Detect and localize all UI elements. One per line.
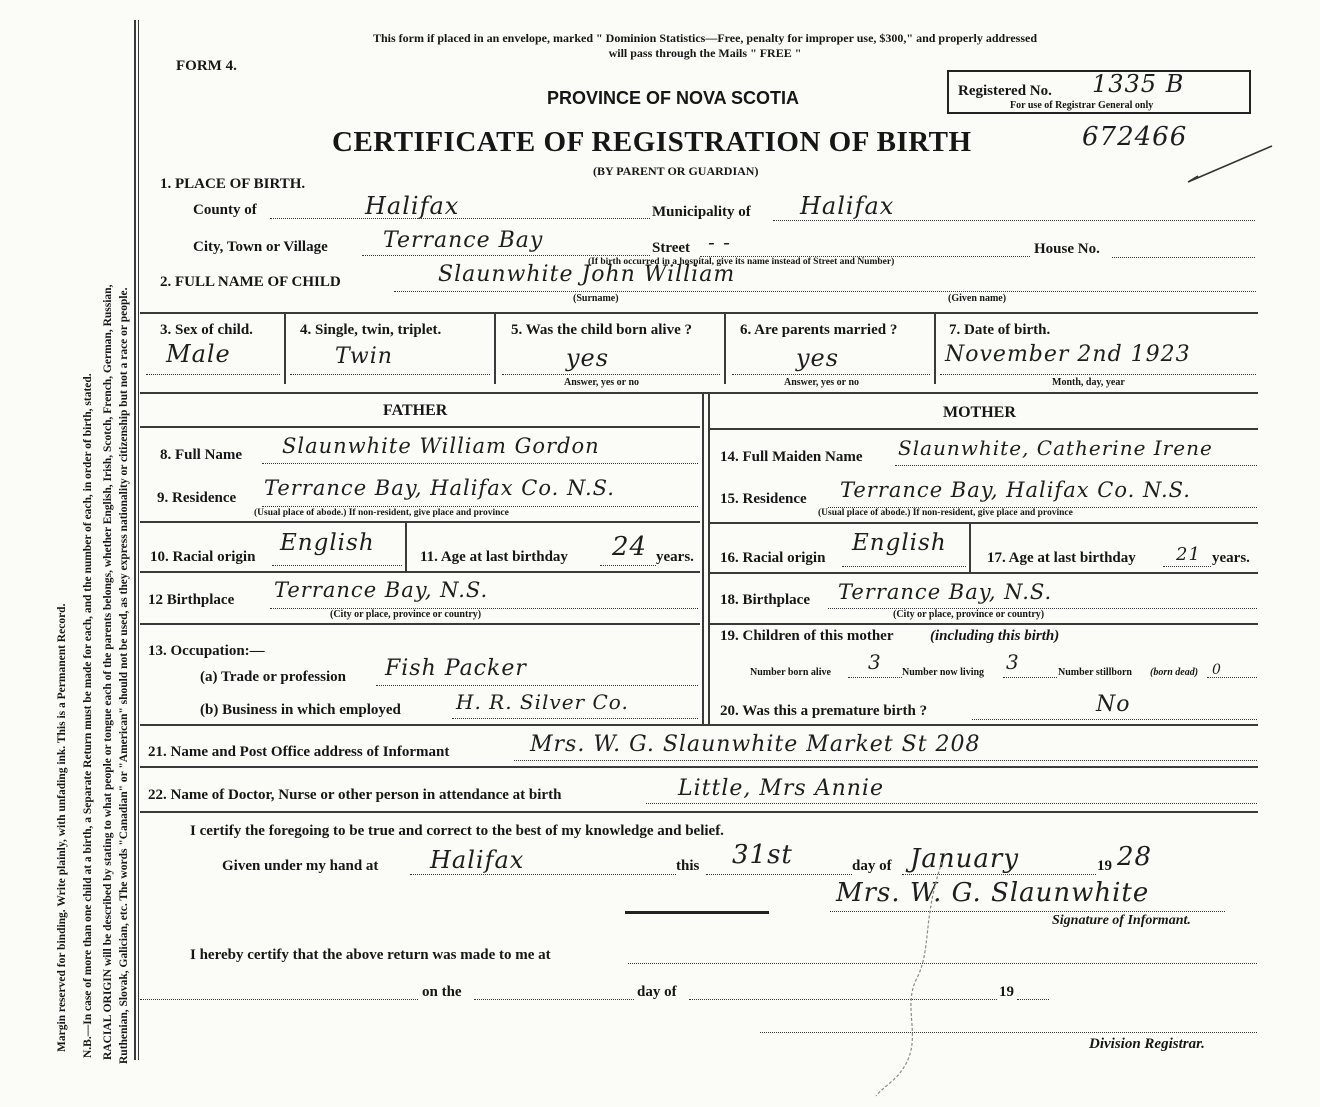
father-racial-divider	[405, 523, 407, 571]
alive-note: Answer, yes or no	[564, 377, 640, 388]
informant-signature-label: Signature of Informant.	[1052, 913, 1191, 928]
registrar-note: For use of Registrar General only	[1010, 100, 1154, 111]
father-heading: FATHER	[383, 402, 448, 419]
informant-value: Mrs. W. G. Slaunwhite Market St 208	[530, 732, 981, 757]
father-racial-value: English	[280, 530, 375, 556]
municipality-value: Halifax	[800, 192, 895, 220]
married-line	[732, 374, 930, 375]
certificate-subtitle: (BY PARENT OR GUARDIAN)	[593, 164, 759, 178]
born-alive-value: 3	[868, 650, 882, 674]
attendant-label: 22. Name of Doctor, Nurse or other person in attendance at birth	[148, 787, 562, 803]
side-note-racial-origin: RACIAL ORIGIN will be described by stating to what people or tongue each of the parents belongs, whether English, Irish, Scotch, French, German, Russian,	[102, 284, 114, 1060]
mother-name-value: Slaunwhite, Catherine Irene	[898, 436, 1213, 460]
municipality-line	[773, 220, 1255, 221]
sex-value: Male	[166, 340, 231, 368]
year-value: 28	[1117, 842, 1153, 872]
trade-label: (a) Trade or profession	[200, 669, 346, 685]
city-label: City, Town or Village	[193, 239, 328, 255]
stamp-number: 672466	[1082, 122, 1188, 152]
sex-line	[146, 374, 280, 375]
now-living-line	[1003, 677, 1057, 678]
row3-divider-1	[284, 314, 286, 384]
division-registrar-label: Division Registrar.	[1089, 1036, 1205, 1052]
father-name-line	[262, 463, 698, 464]
street-value: - -	[708, 230, 731, 254]
father-birthplace-value: Terrance Bay, N.S.	[274, 578, 489, 602]
dob-value: November 2nd 1923	[945, 342, 1191, 367]
sex-label: 3. Sex of child.	[160, 322, 253, 338]
binding-margin-line-2	[138, 20, 139, 1060]
father-birthplace-label: 12 Birthplace	[148, 592, 235, 608]
certify-top-border	[140, 811, 1258, 813]
mother-rule-1	[710, 522, 1258, 524]
child-name-label: 2. FULL NAME OF CHILD	[160, 274, 341, 290]
plurality-line	[290, 374, 490, 375]
day-line	[706, 874, 852, 875]
given-place-value: Halifax	[430, 846, 525, 874]
father-name-value: Slaunwhite William Gordon	[282, 434, 600, 458]
registrar-year-prefix: 19	[999, 984, 1014, 1000]
year-prefix: 19	[1097, 858, 1112, 874]
registrar-statement: I hereby certify that the above return was made to me at	[190, 947, 551, 963]
form-number: FORM 4.	[176, 58, 237, 74]
dob-note: Month, day, year	[1052, 377, 1125, 388]
county-value: Halifax	[365, 192, 460, 220]
born-alive-line	[848, 677, 902, 678]
alive-label: 5. Was the child born alive ?	[511, 322, 692, 338]
child-name-line	[394, 291, 1256, 292]
mother-age-value: 21	[1176, 544, 1201, 565]
row3-top-border	[140, 312, 1258, 314]
day-value: 31st	[732, 840, 793, 870]
trade-line	[376, 685, 698, 686]
attendant-line	[646, 803, 1257, 804]
father-residence-note: (Usual place of abode.) If non-resident, give place and province	[254, 508, 509, 518]
registrar-day-of: day of	[637, 984, 677, 1000]
father-age-value: 24	[612, 532, 648, 562]
side-note-racial-origin-cont: Ruthenian, Slovak, Galician, etc. The words "Canadian" or "American" should not be used, as they express nationality or citizenship but not a race or people.	[118, 287, 130, 1064]
mother-children-label: 19. Children of this mother	[720, 628, 894, 644]
father-racial-line	[272, 565, 402, 566]
stillborn-note: (born dead)	[1150, 667, 1199, 678]
parents-top-border	[140, 392, 1258, 394]
row3-divider-3	[724, 314, 726, 384]
mother-heading: MOTHER	[943, 404, 1016, 421]
registrar-on-the: on the	[422, 984, 462, 1000]
now-living-label: Number now living	[902, 667, 985, 678]
registrar-date-line-1	[140, 999, 418, 1000]
paper-crease	[872, 860, 952, 1100]
stillborn-label: Number stillborn	[1058, 667, 1132, 678]
father-name-label: 8. Full Name	[160, 447, 243, 463]
alive-line	[502, 374, 720, 375]
mother-birthplace-label: 18. Birthplace	[720, 592, 810, 608]
mother-racial-divider	[969, 524, 971, 572]
father-rule-2	[140, 571, 700, 573]
county-line	[270, 218, 650, 219]
premature-value: No	[1096, 692, 1131, 717]
county-label: County of	[193, 202, 257, 218]
mother-birthplace-note: (City or place, province or country)	[893, 609, 1045, 620]
parents-center-divider	[702, 394, 704, 724]
binding-margin-line	[134, 20, 136, 1060]
informant-signature-value: Mrs. W. G. Slaunwhite	[836, 878, 1150, 908]
mother-rule-2	[710, 572, 1258, 574]
mother-rule-3	[710, 623, 1258, 625]
married-note: Answer, yes or no	[784, 377, 860, 388]
side-note-multiple-births: N.B.—In case of more than one child at a birth, a Separate Return must be made for each, and the number of each, in order of birth, stated.	[82, 373, 94, 1058]
solid-signature-rule	[625, 911, 769, 914]
mother-age-label: 17. Age at last birthday	[987, 550, 1136, 566]
registrar-year-line	[1017, 999, 1049, 1000]
parents-bottom-border	[140, 724, 1258, 726]
premature-line	[972, 719, 1257, 720]
mother-racial-value: English	[852, 530, 947, 556]
certify-statement: I certify the foregoing to be true and correct to the best of my knowledge and belief.	[190, 823, 724, 839]
registered-label: Registered No.	[958, 83, 1052, 99]
father-age-line	[600, 565, 656, 566]
mother-children-note: (including this birth)	[930, 628, 1060, 644]
father-rule-3	[140, 623, 700, 625]
this-label: this	[676, 858, 700, 874]
father-residence-line	[262, 506, 698, 507]
row3-divider-4	[934, 314, 936, 384]
street-label: Street	[652, 240, 691, 256]
dob-line	[940, 374, 1256, 375]
stillborn-value: 0	[1212, 662, 1222, 678]
certificate-title: CERTIFICATE OF REGISTRATION OF BIRTH	[332, 126, 972, 158]
married-value: yes	[796, 344, 840, 372]
child-name-value: Slaunwhite John William	[438, 262, 736, 287]
attendant-value: Little, Mrs Annie	[678, 776, 884, 801]
mail-notice-line-2: will pass through the Mails " FREE "	[608, 46, 802, 60]
father-age-label: 11. Age at last birthday	[420, 549, 568, 565]
business-value: H. R. Silver Co.	[456, 690, 629, 714]
business-line	[452, 718, 698, 719]
city-line	[362, 255, 650, 256]
side-note-margin: Margin reserved for binding. Write plainly, with unfading ink. This is a Permanent Record.	[56, 603, 68, 1052]
born-alive-label: Number born alive	[750, 667, 831, 678]
street-note: (If birth occurred in a hospital, give its name instead of Street and Number)	[588, 257, 895, 267]
mother-age-years: years.	[1212, 550, 1250, 566]
father-residence-value: Terrance Bay, Halifax Co. N.S.	[264, 476, 615, 500]
mother-residence-note: (Usual place of abode.) If non-resident, give place and province	[818, 508, 1073, 518]
father-racial-label: 10. Racial origin	[150, 549, 256, 565]
row3-divider-2	[494, 314, 496, 384]
informant-rule	[140, 766, 1258, 768]
surname-note: (Surname)	[573, 293, 619, 304]
father-age-years: years.	[656, 549, 694, 565]
dob-label: 7. Date of birth.	[949, 322, 1051, 338]
plurality-label: 4. Single, twin, triplet.	[300, 322, 442, 338]
house-number-line	[1112, 257, 1255, 258]
province-heading: PROVINCE OF NOVA SCOTIA	[547, 88, 800, 108]
now-living-value: 3	[1006, 650, 1020, 674]
day-of-label: day of	[852, 858, 892, 874]
father-residence-label: 9. Residence	[157, 490, 237, 506]
father-heading-rule	[140, 426, 700, 428]
registrar-day-line	[474, 999, 634, 1000]
parents-center-divider-2	[708, 394, 710, 724]
check-mark-icon	[1180, 140, 1280, 190]
informant-label: 21. Name and Post Office address of Informant	[148, 744, 450, 760]
plurality-value: Twin	[335, 344, 393, 369]
informant-line	[514, 760, 1257, 761]
business-label: (b) Business in which employed	[200, 702, 401, 718]
registrar-signature-line	[760, 1032, 1257, 1033]
mother-residence-label: 15. Residence	[720, 491, 807, 507]
given-label: Given under my hand at	[222, 858, 379, 874]
mother-residence-value: Terrance Bay, Halifax Co. N.S.	[840, 478, 1191, 502]
father-rule-1	[140, 521, 700, 523]
city-value: Terrance Bay	[383, 228, 544, 253]
given-place-line	[410, 874, 676, 875]
mother-name-line	[895, 465, 1257, 466]
father-birthplace-note: (City or place, province or country)	[330, 609, 482, 620]
place-of-birth-label: 1. PLACE OF BIRTH.	[160, 176, 306, 192]
house-number-label: House No.	[1034, 241, 1100, 257]
occupation-label: 13. Occupation:—	[148, 643, 265, 659]
mother-name-label: 14. Full Maiden Name	[720, 449, 863, 465]
mother-birthplace-value: Terrance Bay, N.S.	[838, 580, 1053, 604]
mother-heading-rule	[710, 428, 1258, 430]
mother-racial-label: 16. Racial origin	[720, 550, 826, 566]
married-label: 6. Are parents married ?	[740, 322, 898, 338]
municipality-label: Municipality of	[652, 204, 751, 220]
month-value: January	[910, 844, 1020, 874]
mother-age-line	[1163, 566, 1211, 567]
mail-notice-line-1: This form if placed in an envelope, marked " Dominion Statistics—Free, penalty for improper use, $300," and properly addressed	[372, 31, 1037, 45]
premature-label: 20. Was this a premature birth ?	[720, 703, 928, 719]
registered-number: 1335 B	[1092, 70, 1185, 98]
alive-value: yes	[566, 344, 610, 372]
trade-value: Fish Packer	[385, 656, 527, 681]
given-name-note: (Given name)	[948, 293, 1007, 304]
mother-racial-line	[842, 566, 966, 567]
